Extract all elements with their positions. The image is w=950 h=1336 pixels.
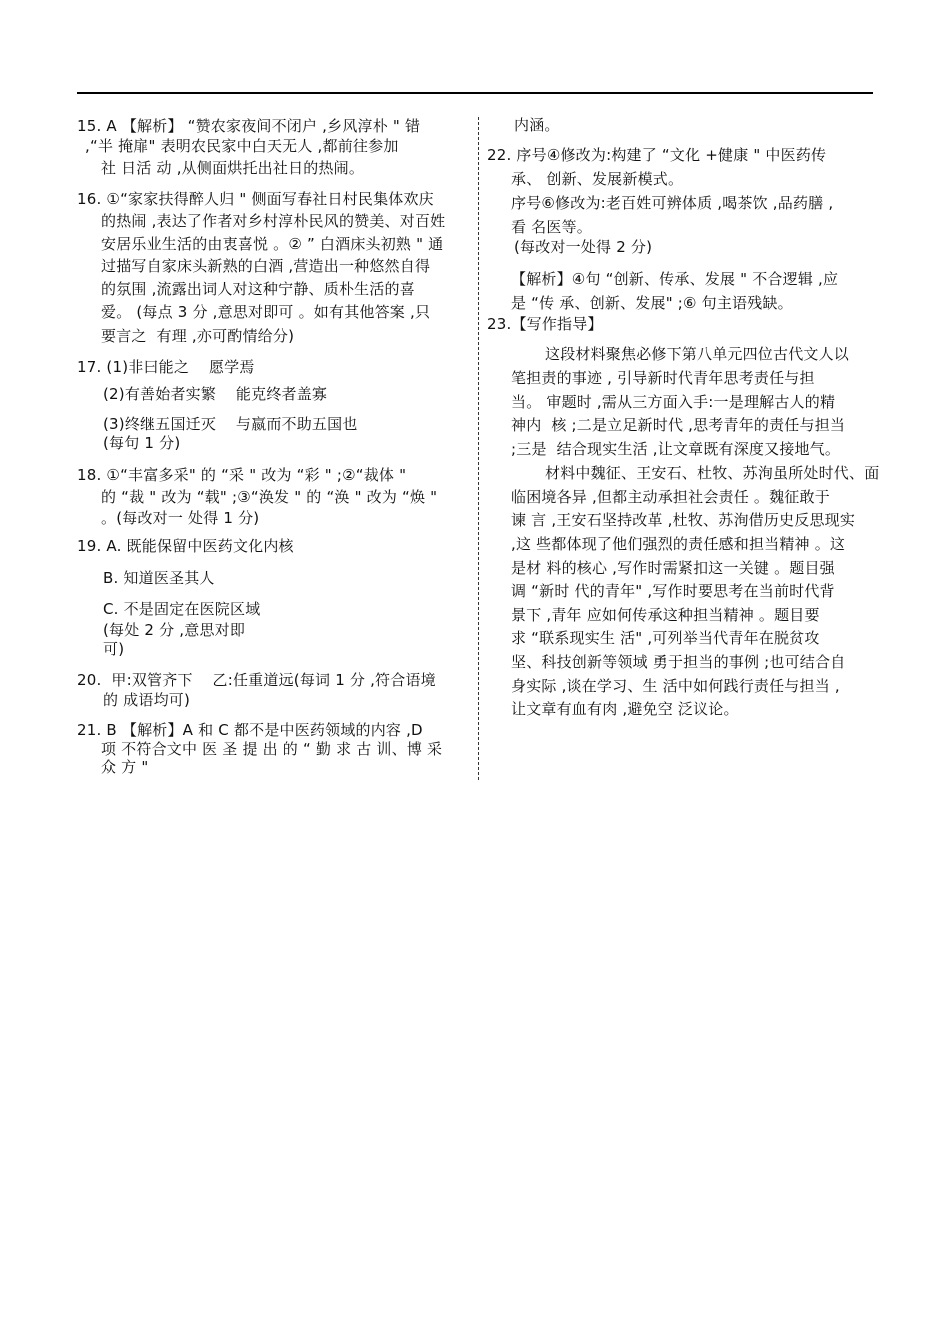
q23-para2-line-3: 谏 言 ,王安石坚持改革 ,杜牧、苏洵借历史反思现实 xyxy=(511,511,856,529)
q23-para2-line-6: 调 “新时 代的青年" ,写作时要思考在当前时代背 xyxy=(511,582,835,600)
q22-line-3: 序号⑥修改为:老百姓可辨体质 ,喝茶饮 ,品药膳 , xyxy=(511,194,834,212)
q23-para2-line-11: 让文章有血有肉 ,避免空 泛议论。 xyxy=(511,700,739,718)
q19-line-5: 可) xyxy=(103,640,125,658)
q19-line-3: C. 不是固定在医院区域 xyxy=(103,600,261,618)
q23-para2-line-8: 求 “联系现实生 活" ,可列举当代青年在脱贫攻 xyxy=(511,629,820,647)
q18-line-1: 18. ①“丰富多采" 的 “采 " 改为 “彩 " ;②“裁体 " xyxy=(77,466,407,484)
q16-line-2: 的热闹 ,表达了作者对乡村淳朴民风的赞美、对百姓 xyxy=(101,212,446,230)
column-separator xyxy=(478,117,479,780)
top-rule xyxy=(77,92,873,94)
q18-line-3: 。(每改对一 处得 1 分) xyxy=(101,509,260,527)
q21-line-2: 项 不符合文中 医 圣 提 出 的 “ 勤 求 古 训、博 采 xyxy=(101,740,443,758)
q17-line-2: (2)有善始者实繁 能克终者盖寡 xyxy=(103,385,328,403)
q15-line-3: 社 日活 动 ,从侧面烘托出社日的热闹。 xyxy=(101,159,365,177)
q17-line-4: (每句 1 分) xyxy=(103,434,181,452)
q16-line-6: 爱。 (每点 3 分 ,意思对即可 。如有其他答案 ,只 xyxy=(101,303,431,321)
q20-line-1: 20. 甲:双管齐下 乙:任重道远(每词 1 分 ,符合语境 xyxy=(77,671,436,689)
q23-para1-line-2: 笔担责的事迹 , 引导新时代青年思考责任与担 xyxy=(511,369,815,387)
q16-line-7: 要言之 有理 ,亦可酌情给分) xyxy=(101,327,295,345)
q23-para2-line-9: 坚、科技创新等领域 勇于担当的事例 ;也可结合自 xyxy=(511,653,846,671)
q21-line-4: 内涵。 xyxy=(514,116,560,134)
q23-para1-line-1: 这段材料聚焦必修下第八单元四位古代文人以 xyxy=(545,345,850,363)
q22-line-1: 22. 序号④修改为:构建了 “文化 +健康 " 中医药传 xyxy=(487,146,827,164)
q22-line-4: 看 名医等。 xyxy=(511,218,592,236)
q17-line-3: (3)终继五国迁灭 与嬴而不助五国也 xyxy=(103,415,358,433)
q21-line-3: 众 方 " xyxy=(101,758,149,776)
q22-analysis-line-1: 【解析】④句 “创新、传承、发展 " 不合逻辑 ,应 xyxy=(511,270,839,288)
q16-line-3: 安居乐业生活的由衷喜悦 。② ” 白酒床头初熟 " 通 xyxy=(101,235,444,253)
q22-line-5: (每改对一处得 2 分) xyxy=(514,238,653,256)
q15-line-2: ,“半 掩扉" 表明农民家中白天无人 ,都前往参加 xyxy=(85,137,399,155)
q19-line-1: 19. A. 既能保留中医药文化内核 xyxy=(77,537,294,555)
q18-line-2: 的 “裁 " 改为 “载" ;③“涣发 " 的 “涣 " 改为 “焕 " xyxy=(101,488,438,506)
q19-line-2: B. 知道医圣其人 xyxy=(103,569,215,587)
q23-para2-line-10: 身实际 ,谈在学习、生 活中如何践行责任与担当 , xyxy=(511,677,840,695)
q23-para2-line-7: 景下 ,青年 应如何传承这种担当精神 。题目要 xyxy=(511,606,820,624)
q23-para1-line-4: 神内 核 ;二是立足新时代 ,思考青年的责任与担当 xyxy=(511,416,846,434)
q23-para2-line-4: ,这 些都体现了他们强烈的责任感和担当精神 。这 xyxy=(511,535,846,553)
q23-heading: 23.【写作指导】 xyxy=(487,315,603,333)
q23-para2-line-2: 临困境各异 ,但都主动承担社会责任 。魏征敢于 xyxy=(511,488,830,506)
q16-line-5: 的氛围 ,流露出词人对这种宁静、质朴生活的喜 xyxy=(101,280,415,298)
q17-line-1: 17. (1)非曰能之 愿学焉 xyxy=(77,358,255,376)
q21-line-1: 21. B 【解析】A 和 C 都不是中医药领域的内容 ,D xyxy=(77,721,423,739)
q23-para1-line-3: 当。 审题时 ,需从三方面入手:一是理解古人的精 xyxy=(511,393,836,411)
q23-para1-line-5: ;三是 结合现实生活 ,让文章既有深度又接地气。 xyxy=(511,440,841,458)
q16-line-4: 过描写自家床头新熟的白酒 ,营造出一种悠然自得 xyxy=(101,257,431,275)
q15-line-1: 15. A 【解析】 “赞农家夜间不闭户 ,乡风淳朴 " 错 xyxy=(77,117,421,135)
q22-line-2: 承、 创新、发展新模式。 xyxy=(511,170,684,188)
q22-analysis-line-2: 是 “传 承、创新、发展" ;⑥ 句主语残缺。 xyxy=(511,294,793,312)
q23-para2-line-1: 材料中魏征、王安石、杜牧、苏洵虽所处时代、面 xyxy=(545,464,880,482)
q19-line-4: (每处 2 分 ,意思对即 xyxy=(103,621,246,639)
q16-line-1: 16. ①“家家扶得醉人归 " 侧面写春社日村民集体欢庆 xyxy=(77,190,434,208)
q20-line-2: 的 成语均可) xyxy=(103,691,191,709)
q23-para2-line-5: 是材 料的核心 ,写作时需紧扣这一关键 。题目强 xyxy=(511,559,835,577)
